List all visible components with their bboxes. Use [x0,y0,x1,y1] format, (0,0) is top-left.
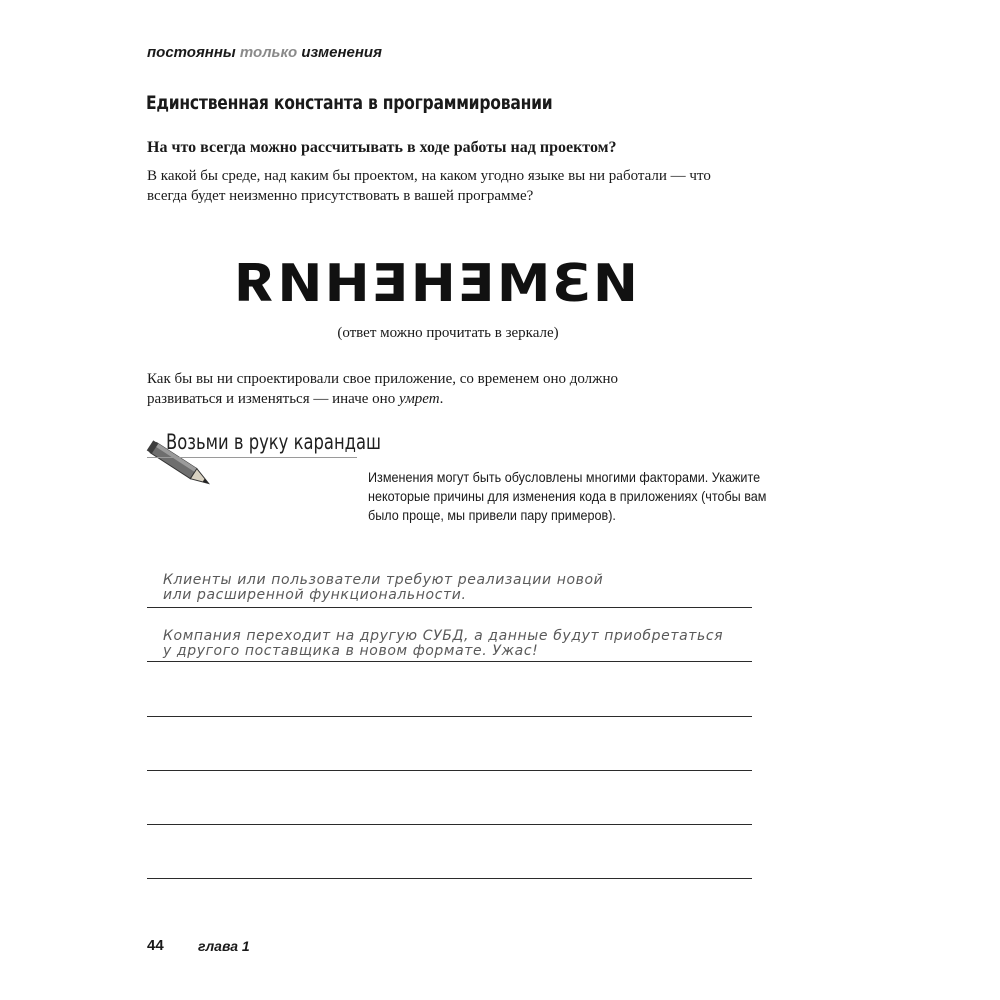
running-head-part3: изменения [301,44,382,61]
answer-line-text: или расширенной функциональности. [163,587,467,603]
paragraph-text: развиваться и изменяться — иначе оно [147,391,399,407]
blank-answer-line[interactable] [147,716,752,717]
mirror-note: (ответ можно прочитать в зеркале) [337,325,559,341]
intro-line: В какой бы среде, над каким бы проектом, на каком угодно языке вы ни работали — что [147,168,711,184]
exercise-title: Возьми в руку карандаш [166,430,382,454]
question-heading: На что всегда можно рассчитывать в ходе работы над проектом? [147,139,617,156]
running-head-part2: только [239,44,298,61]
exercise-instructions [368,468,767,525]
chapter-label: глава 1 [198,938,250,954]
running-head-part1: постоянны [147,44,236,61]
answer-line-text: у другого поставщика в новом формате. Ужас! [163,643,539,659]
answer-line [147,661,752,662]
blank-answer-line[interactable] [147,770,752,771]
mirrored-answer: ИЗМЕНЕНИЯ [231,253,638,314]
intro-paragraph [147,166,787,206]
exercise-title-rule [147,457,357,458]
page-number: 44 [147,937,164,954]
blank-answer-line[interactable] [147,878,752,879]
running-head [147,44,382,61]
answer-line-text: Клиенты или пользователи требуют реализации новой [163,572,604,588]
blank-answer-line[interactable] [147,824,752,825]
emphasis-word: умрет [398,391,440,407]
example-answer-1 [163,573,603,603]
paragraph-text: . [439,391,444,407]
instruction-line: некоторые причины для изменения кода в приложениях (чтобы вам [368,488,767,504]
answer-line-text: Компания переходит на другую СУБД, а данные будут приобретаться [163,628,724,644]
intro-line: всегда будет неизменно присутствовать в вашей программе? [147,188,534,204]
answer-line [147,607,752,608]
paragraph-line: Как бы вы ни спроектировали свое приложение, со временем оно должно [147,371,619,387]
instruction-line: было проще, мы привели пару примеров). [368,507,616,523]
change-paragraph [147,369,618,409]
instruction-line: Изменения могут быть обусловлены многими факторами. Укажите [368,469,761,485]
example-answer-2 [163,629,723,659]
paragraph-line [147,389,618,409]
section-title: Единственная константа в программировании [146,92,553,114]
